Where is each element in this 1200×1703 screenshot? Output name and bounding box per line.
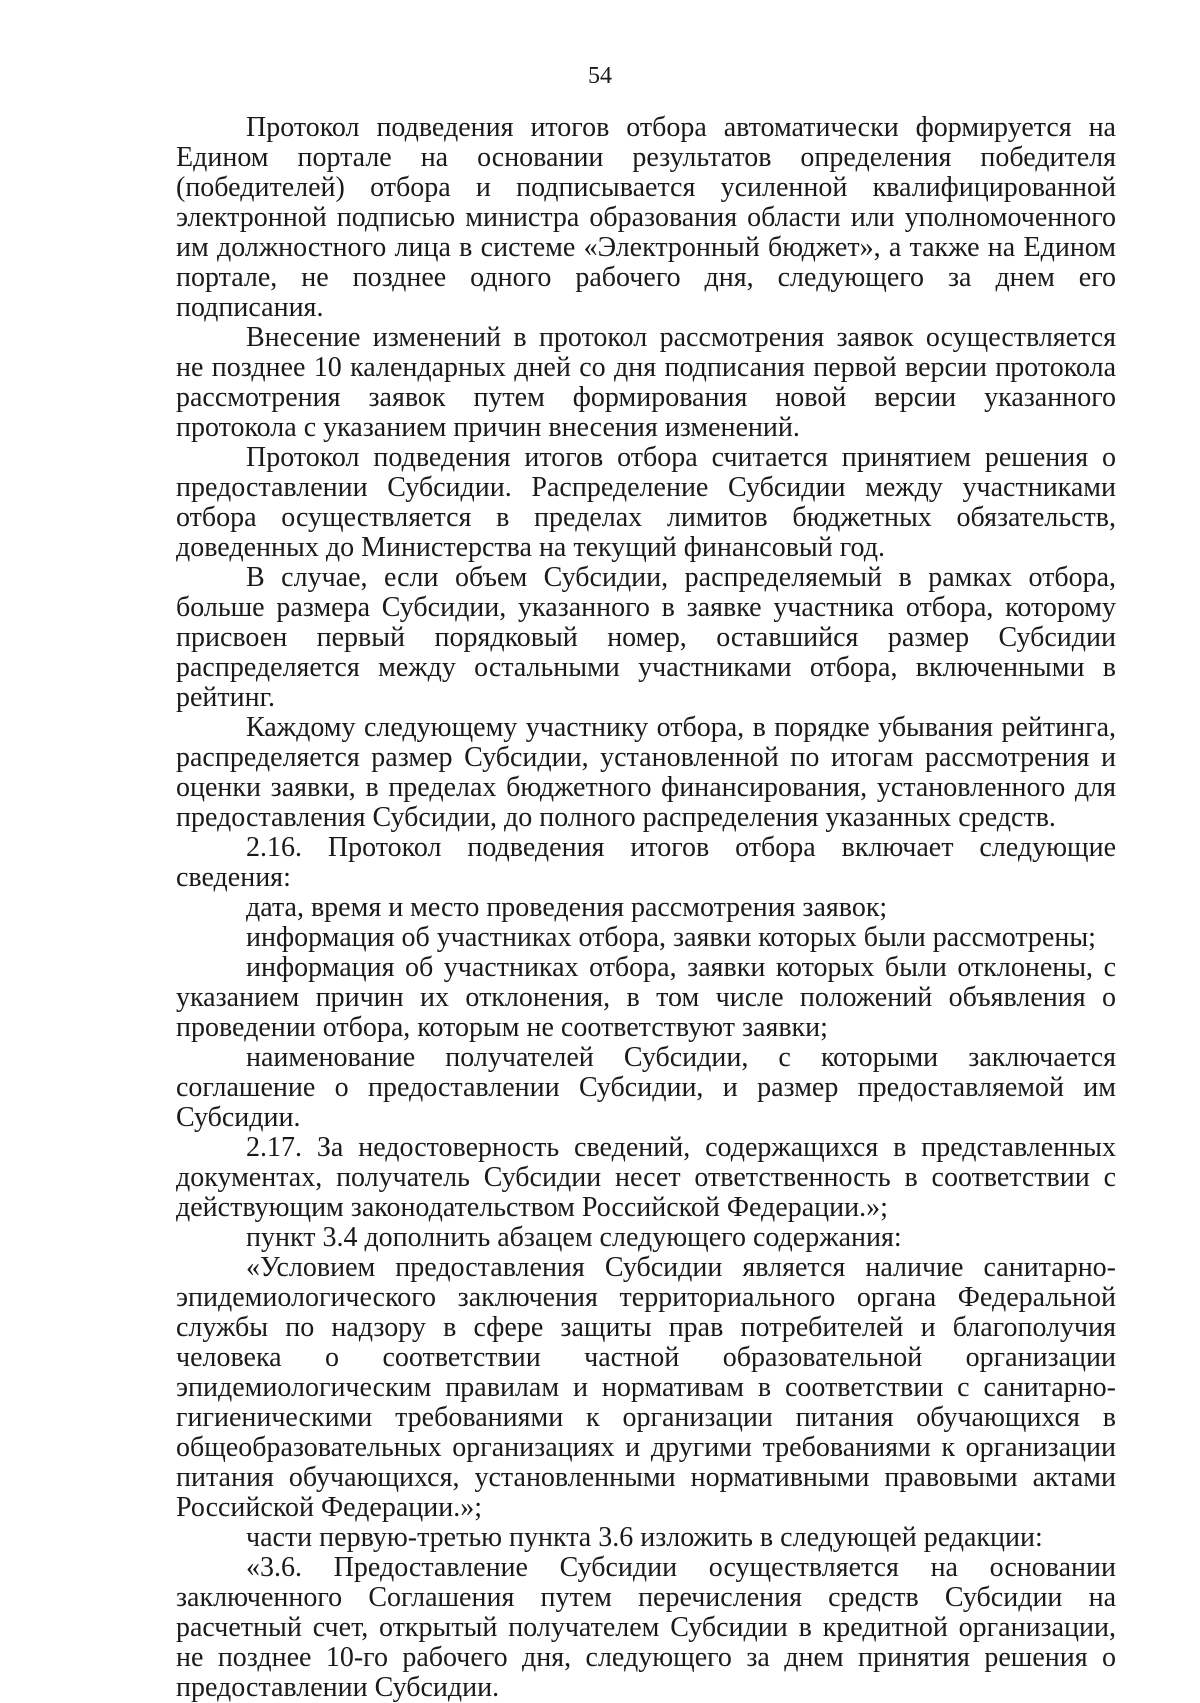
paragraph-2-16-heading: 2.16. Протокол подведения итогов отбора включает следующие сведения: [176, 832, 1116, 893]
page-number: 54 [588, 63, 612, 89]
paragraph-2-16-item-date: дата, время и место проведения рассмотрения заявок; [246, 892, 888, 923]
paragraph-protocol-formation: Протокол подведения итогов отбора автоматически формируется на Едином портале на основании результатов определения победителя (победителей) отбора и подписывается усиленной квалифицированной электронной подписью министра образования области или уполномоченного им должностного лица в системе «Электронный бюджет», а также на Едином портале, не позднее одного рабочего дня, следующего за днем его подписания. [176, 112, 1116, 323]
paragraph-3-4-condition: «Условием предоставления Субсидии является наличие санитарно-эпидемиологического заключения территориального органа Федеральной службы по надзору в сфере защиты прав потребителей и благополучия человека о соответствии частной образовательной организации эпидемиологическим правилам и нормативам в соответствии с санитарно-гигиеническими требованиями к организации питания обучающихся в общеобразовательных организациях и другими требованиями к организации питания обучающихся, установленными нормативными правовыми актами Российской Федерации.»; [176, 1252, 1116, 1523]
paragraph-3-6-text: «3.6. Предоставление Субсидии осуществляется на основании заключенного Соглашения путем перечисления средств Субсидии на расчетный счет, открытый получателем Субсидии в кредитной организации, не позднее 10-го рабочего дня, следующего за днем принятия решения о предоставлении Субсидии. [176, 1552, 1116, 1703]
paragraph-subsidy-distribution: Каждому следующему участнику отбора, в порядке убывания рейтинга, распределяется размер Субсидии, установленной по итогам рассмотрения и оценки заявки, в пределах бюджетного финансирования, установленного для предоставления Субсидии, до полного распределения указанных средств. [176, 712, 1116, 833]
document-body [176, 113, 1116, 1703]
paragraph-3-4-amendment: пункт 3.4 дополнить абзацем следующего содержания: [246, 1222, 902, 1253]
paragraph-3-6-amendment: части первую-третью пункта 3.6 изложить в следующей редакции: [246, 1522, 1043, 1553]
paragraph-2-17: 2.17. За недостоверность сведений, содержащихся в представленных документах, получатель Субсидии несет ответственность в соответствии с действующим законодательством Российской Федерации.»; [176, 1132, 1116, 1223]
paragraph-subsidy-decision: Протокол подведения итогов отбора считается принятием решения о предоставлении Субсидии. Распределение Субсидии между участниками отбора осуществляется в пределах лимитов бюджетных обязательств, доведенных до Министерства на текущий финансовый год. [176, 442, 1116, 563]
paragraph-2-16-item-rejected: информация об участниках отбора, заявки которых были отклонены, с указанием причин их отклонения, в том числе положений объявления о проведении отбора, которым не соответствуют заявки; [176, 952, 1116, 1043]
paragraph-subsidy-remainder: В случае, если объем Субсидии, распределяемый в рамках отбора, больше размера Субсидии, указанного в заявке участника отбора, которому присвоен первый порядковый номер, оставшийся размер Субсидии распределяется между остальными участниками отбора, включенными в рейтинг. [176, 562, 1116, 713]
paragraph-2-16-item-recipients: наименование получателей Субсидии, с которыми заключается соглашение о предоставлении Субсидии, и размер предоставляемой им Субсидии. [176, 1042, 1116, 1133]
paragraph-protocol-changes: Внесение изменений в протокол рассмотрения заявок осуществляется не позднее 10 календарных дней со дня подписания первой версии протокола рассмотрения заявок путем формирования новой версии указанного протокола с указанием причин внесения изменений. [176, 322, 1116, 443]
paragraph-2-16-item-considered: информация об участниках отбора, заявки которых были рассмотрены; [246, 922, 1096, 953]
